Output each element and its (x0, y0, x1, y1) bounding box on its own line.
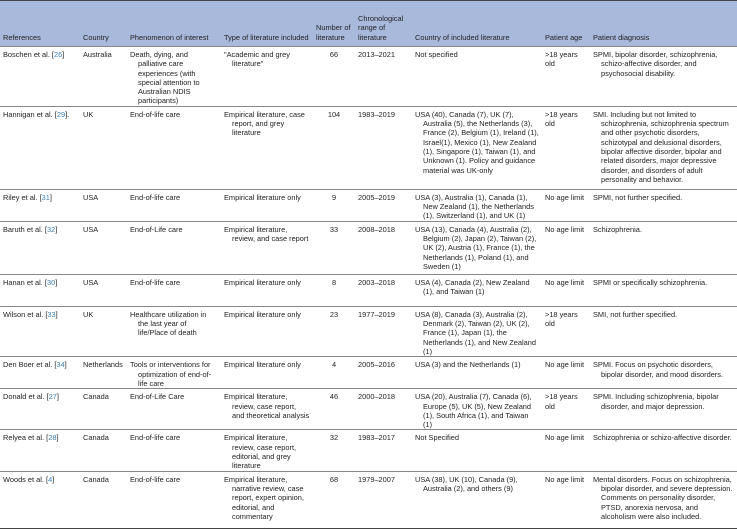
cell-range: 1983–2019 (358, 109, 395, 119)
cell-number: 32 (329, 433, 339, 443)
cell-diagnosis: SPMI. Including schizophrenia, bipolar disorder, and major depression. (593, 392, 719, 411)
cell-reference: Baruth et al. [32] (3, 224, 58, 234)
suffix: . (67, 109, 70, 119)
author: Donald et al. (3, 392, 45, 402)
header-range: Chronological range of literature (358, 14, 404, 42)
cell-age: >18 years old (545, 50, 578, 69)
header-phenomenon: Phenomenon of interest (130, 32, 209, 42)
cell-number: 4 (331, 360, 337, 370)
cell-type: Empirical literature, review, and case report (224, 224, 309, 244)
cell-reference: Wilson et al. [33] (3, 309, 58, 319)
author: Woods et al. (3, 474, 44, 484)
cell-range: 2005–2019 (358, 192, 395, 202)
cell-reference: Woods et al. [4] (3, 474, 55, 484)
cell-type: Empirical literature only (224, 309, 301, 319)
cell-country: Canada (83, 392, 109, 402)
cell-diagnosis: Schizophrenia. (593, 224, 642, 234)
citation-link[interactable]: 27 (48, 392, 57, 402)
table-header-row (0, 1, 737, 47)
cell-country: Australia (83, 50, 112, 59)
author: Riley et al. (3, 192, 38, 202)
cell-type: Empirical literature, review, case report, editorial, and grey literature (224, 433, 297, 471)
cell-country: USA (83, 277, 99, 287)
cell-number: 9 (331, 192, 337, 202)
citation-link[interactable]: 32 (46, 224, 56, 234)
table-row (0, 430, 737, 471)
cell-included: USA (4), Canada (2), New Zealand (1), and Taiwan (1) (415, 277, 530, 297)
cell-phenomenon: End-of-Life care (130, 224, 183, 234)
cell-diagnosis: SPMI or specifically schizophrenia. (593, 277, 708, 287)
cell-included: USA (20), Australia (7), Canada (6), Europe (5), UK (5), New Zealand (1), South Africa (1), and Taiwan (1) (415, 392, 532, 430)
cell-type: Empirical literature only (224, 360, 301, 370)
header-references: References (3, 32, 41, 42)
header-country: Country (83, 32, 109, 42)
header-diagnosis: Patient diagnosis (593, 32, 650, 42)
author: Boschen et al. (3, 50, 50, 59)
table-row (0, 274, 737, 306)
author: Relyea et al. (3, 433, 45, 443)
header-included-country: Country of included literature (415, 32, 510, 42)
cell-phenomenon: Tools or interventions for optimization of end-of-life care (130, 360, 212, 388)
cell-type: Empirical literature, review, case report, and theoretical analysis (224, 392, 310, 420)
citation-link[interactable]: 29 (56, 109, 66, 119)
table-row (0, 357, 737, 389)
table-row (0, 221, 737, 274)
cell-range: 2013–2021 (358, 50, 395, 59)
cell-range: 1977–2019 (358, 309, 395, 319)
cell-phenomenon: End-of-Life Care (130, 392, 185, 402)
cell-number: 66 (329, 50, 339, 59)
cell-diagnosis: SMI, not further specified. (593, 309, 678, 319)
cell-type: Empirical literature, narrative review, case report, expert opinion, editorial, and commentary (224, 474, 304, 521)
cell-number: 68 (329, 474, 339, 484)
cell-age: >18 years old (545, 109, 578, 129)
cell-phenomenon: End-of-life care (130, 192, 181, 202)
cell-included: USA (8), Canada (3), Australia (2), Denmark (2), Taiwan (2), UK (2), France (1), Japan (1), the Netherlands (1), and New Zealand (1) (415, 309, 536, 356)
cell-number: 104 (327, 109, 341, 119)
table-row (0, 106, 737, 189)
cell-phenomenon: End-of-life care (130, 474, 181, 484)
cell-range: 1979–2007 (358, 474, 395, 484)
cell-age: >18 years old (545, 309, 578, 329)
cell-type: Empirical literature only (224, 277, 301, 287)
cell-age: No age limit (545, 224, 585, 234)
cell-diagnosis: SPMI, bipolar disorder, schizophrenia, schizo-affective disorder, and psychosocial disability. (593, 50, 718, 78)
cell-range: 1983–2017 (358, 433, 395, 443)
cell-included: USA (13), Canada (4), Australia (2), Belgium (2), Japan (2), Taiwan (2), UK (2), Austria (1), France (1), the Netherlands (1), Poland (1), and Sweden (1) (415, 224, 537, 271)
cell-country: Netherlands (83, 360, 123, 370)
cell-diagnosis: Mental disorders. Focus on schizophrenia, bipolar disorder, and severe depression. Comments on personality disorder, PTSD, anorexia nervosa, and alcoholism were also included. (593, 474, 733, 521)
cell-reference: Relyea et al. [28] (3, 433, 59, 443)
table-row (0, 189, 737, 221)
cell-included: USA (3) and the Netherlands (1) (415, 360, 521, 370)
table-row (0, 389, 737, 430)
cell-diagnosis: SMI. Including but not limited to schizophrenia, schizophrenia spectrum and other psychotic disorders, schizotypal and delusional disorders, bipolar affective disorder, bipolar and related disorders, major depressive disorder, and disorders of adult personality and behavior. (593, 109, 729, 184)
author: Hanan et al. (3, 277, 43, 287)
cell-number: 23 (329, 309, 339, 319)
cell-reference: Hannigan et al. [29]. (3, 109, 70, 119)
cell-phenomenon: End-of-life care (130, 433, 181, 443)
table-row (0, 471, 737, 528)
cell-number: 33 (329, 224, 339, 234)
cell-reference: Boschen et al. [26] (3, 50, 65, 59)
cell-country: Canada (83, 474, 109, 484)
citation-link[interactable]: 33 (47, 309, 56, 319)
table-row (0, 47, 737, 107)
cell-age: No age limit (545, 474, 585, 484)
cell-phenomenon: End-of-life care (130, 277, 181, 287)
cell-diagnosis: Schizophrenia or schizo-affective disorder. (593, 433, 732, 443)
cell-age: No age limit (545, 360, 585, 370)
table-row (0, 306, 737, 356)
cell-included: Not Specified (415, 433, 459, 443)
author: Hannigan et al. (3, 109, 53, 119)
cell-diagnosis: SPMI. Focus on psychotic disorders, bipolar disorder, and mood disorders. (593, 360, 724, 379)
cell-range: 2003–2018 (358, 277, 395, 287)
cell-range: 2008–2018 (358, 224, 395, 234)
cell-range: 2000–2018 (358, 392, 395, 402)
cell-reference: Hanan et al. [30] (3, 277, 58, 287)
header-age: Patient age (545, 32, 583, 42)
cell-type: "Academic and grey literature" (224, 50, 290, 69)
cell-reference: Riley et al. [31] (3, 192, 52, 202)
cell-age: No age limit (545, 277, 585, 287)
cell-reference: Den Boer et al. [34] (3, 360, 67, 370)
cell-included: USA (3), Australia (1), Canada (1), New Zealand (1), the Netherlands (1), Switzerland (1), and UK (1) (415, 192, 534, 221)
header-type: Type of literature included (224, 32, 309, 42)
cell-country: UK (83, 309, 94, 319)
citation-link[interactable]: 31 (41, 192, 50, 202)
citation-link[interactable]: 4 (48, 474, 53, 484)
cell-included: USA (40), Canada (7), UK (7), Australia (5), the Netherlands (3), France (2), Belgium (1), Ireland (1), Israel(1), Mexico (1), New Zealand (1), Singapore (1), Taiwan (1), and Unknown (1). Policy and guidance material was UK-only (415, 109, 539, 175)
cell-type: Empirical literature only (224, 192, 301, 202)
citation-link[interactable]: 28 (48, 433, 57, 443)
author: Wilson et al. (3, 309, 44, 319)
cell-phenomenon: Death, dying, and palliative care experiences (with special attention to Australian NDIS participants) (130, 50, 200, 106)
cell-country: Canada (83, 433, 109, 443)
cell-age: No age limit (545, 433, 585, 443)
citation-link[interactable]: 30 (46, 277, 56, 287)
cell-reference: Donald et al. [27] (3, 392, 59, 402)
author: Baruth et al. (3, 224, 43, 234)
header-number: Number of literature (316, 23, 351, 42)
cell-country: USA (83, 224, 99, 234)
cell-phenomenon: End-of-life care (130, 109, 181, 119)
cell-number: 8 (331, 277, 337, 287)
cell-range: 2005–2016 (358, 360, 395, 370)
cell-age: >18 years old (545, 392, 578, 411)
cell-included: USA (38), UK (10), Canada (9), Australia (2), and others (9) (415, 474, 518, 493)
cell-number: 46 (329, 392, 339, 402)
cell-country: USA (83, 192, 99, 202)
citation-link[interactable]: 26 (53, 50, 63, 59)
cell-type: Empirical literature, case report, and grey literature (224, 109, 305, 138)
cell-country: UK (83, 109, 94, 119)
author: Den Boer et al. (3, 360, 53, 370)
cell-phenomenon: Healthcare utilization in the last year of life/Place of death (130, 309, 207, 338)
cell-age: No age limit (545, 192, 585, 202)
cell-diagnosis: SPMI, not further specified. (593, 192, 683, 202)
citation-link[interactable]: 34 (56, 360, 65, 370)
cell-included: Not specified (415, 50, 458, 59)
